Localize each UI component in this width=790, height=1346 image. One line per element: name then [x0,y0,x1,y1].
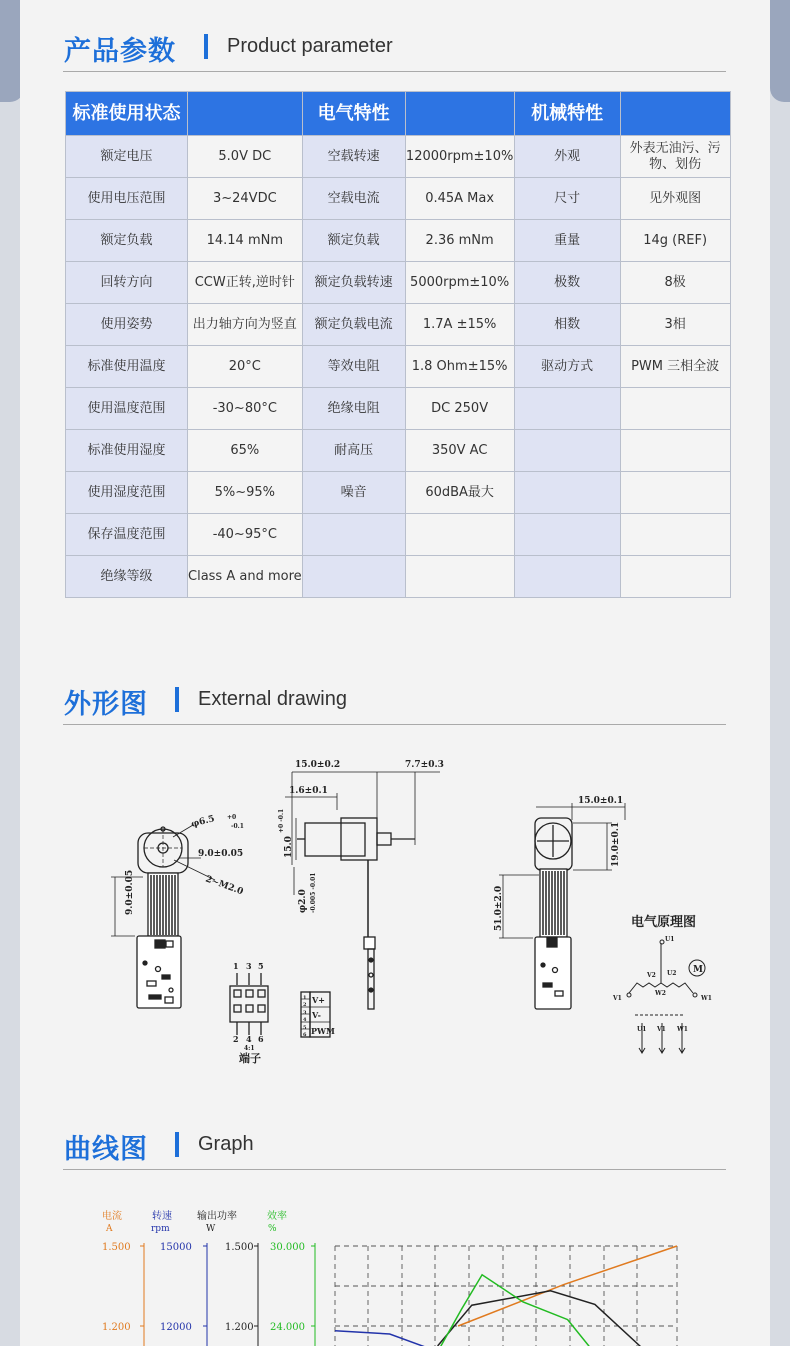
param-value [620,472,730,514]
dim-label: 15.0±0.2 [295,760,341,770]
table-row [66,514,731,556]
table-row [66,136,731,178]
pin-number: 5 [258,961,264,971]
param-label: 回转方向 [66,262,188,304]
param-value: 外表无油污、污物、划伤 [620,136,730,178]
param-label: 尺寸 [514,178,620,220]
table-row [66,556,731,598]
param-label: 额定负载电流 [302,304,405,346]
axis-unit-current: A [106,1224,113,1234]
param-value: DC 250V [405,388,514,430]
param-value: 14.14 mNm [188,220,303,262]
axis-label-speed: 转速 [152,1211,172,1222]
pin-number: 4 [303,1017,307,1023]
param-value: 1.8 Ohm±15% [405,346,514,388]
param-label: 重量 [514,220,620,262]
chart-grid [335,1246,677,1346]
terminal-label: V1 [613,995,622,1002]
param-label: 额定负载 [66,220,188,262]
section-header-params [63,25,726,72]
param-value: CCW正转,逆时针 [188,262,303,304]
tick-label: 24.000 [270,1322,305,1333]
param-label: 相数 [514,304,620,346]
terminal-label: V2 [647,972,656,979]
param-label: 空载转速 [302,136,405,178]
table-row [66,346,731,388]
param-label: 使用电压范围 [66,178,188,220]
table-row [66,178,731,220]
table-header-cell: 电气特性 [302,92,405,136]
terminal-label: U2 [667,970,677,977]
tick-label: 1.200 [102,1322,131,1333]
param-value: 0.45A Max [405,178,514,220]
series-line [434,1275,602,1346]
param-label: 额定电压 [66,136,188,178]
table-header-cell: 标准使用状态 [66,92,188,136]
pitch-note: 4:1 [244,1045,255,1052]
param-value: 2.36 mNm [405,220,514,262]
dim-tolerance: +0 -0.1 [278,808,285,833]
param-value: 65% [188,430,303,472]
param-value: 350V AC [405,430,514,472]
pin-number: 5 [303,1025,307,1031]
param-label: 外观 [514,136,620,178]
table-header-cell [405,92,514,136]
tick-label: 1.500 [225,1242,254,1253]
param-label [514,514,620,556]
table-header-cell [620,92,730,136]
tick-label: 1.500 [102,1242,131,1253]
title-divider [175,687,179,712]
table-row [66,472,731,514]
dim-tolerance: +0 [227,814,237,821]
param-value: 20°C [188,346,303,388]
param-value: 见外观图 [620,178,730,220]
external-drawing [65,745,725,1075]
param-value: 5.0V DC [188,136,303,178]
param-label: 标准使用温度 [66,346,188,388]
table-header-cell [188,92,303,136]
graph-title-en: Graph [198,1133,254,1155]
dim-tolerance: -0.005 -0.01 [310,872,317,913]
dim-label: 15.0±0.1 [578,796,624,806]
param-value: -40~95°C [188,514,303,556]
dim-label: 15.0 [284,836,294,858]
drawing-title-cn: 外形图 [64,689,148,720]
series-line [335,1331,444,1346]
pin-number: 4 [246,1034,252,1044]
table-row [66,220,731,262]
param-value [405,514,514,556]
param-value: 14g (REF) [620,220,730,262]
param-value: Class A and more [188,556,303,598]
param-label: 噪音 [302,472,405,514]
param-label: 标准使用湿度 [66,430,188,472]
pin-number: 6 [258,1034,264,1044]
terminal-label: W2 [655,990,666,997]
terminal-label: V1 [657,1026,666,1033]
dim-label: 1.6±0.1 [289,786,328,796]
parameter-table [65,91,731,598]
param-value: 8极 [620,262,730,304]
param-value: 60dBA最大 [405,472,514,514]
dim-label: 9.0±0.05 [198,849,244,859]
section-header-drawing [63,678,726,725]
electrical-schematic [627,940,705,1053]
schematic-title: 电气原理图 [631,915,697,930]
table-row [66,262,731,304]
param-value: 5%~95% [188,472,303,514]
dim-label: 51.0±2.0 [494,885,504,931]
tick-label: 12000 [160,1322,192,1333]
param-label: 额定负载 [302,220,405,262]
pin-number: 3 [303,1010,307,1016]
param-label: 驱动方式 [514,346,620,388]
axis-label-efficiency: 效率 [267,1211,287,1222]
terminal-label: U1 [665,936,675,943]
plot-area [335,1246,677,1346]
param-value [620,388,730,430]
dim-label: 19.0±0.1 [611,821,621,867]
axis-unit-efficiency: % [268,1224,277,1234]
right-corner-decoration [770,0,790,102]
dim-label: 2~M2.0 [203,874,245,898]
param-value: 3~24VDC [188,178,303,220]
param-value [405,556,514,598]
param-label [302,514,405,556]
tick-label: 1.200 [225,1322,254,1333]
pin-number: 1 [233,961,239,971]
dim-label: 9.0±0.05 [125,869,135,915]
param-value: 3相 [620,304,730,346]
param-value [620,556,730,598]
table-row [66,304,731,346]
param-label [514,430,620,472]
param-value: 出力轴方向为竖直 [188,304,303,346]
params-title-en: Product parameter [227,35,393,57]
table-header-cell: 机械特性 [514,92,620,136]
param-value: 12000rpm±10% [405,136,514,178]
dim-tolerance: -0.1 [231,823,244,830]
param-label: 耐高压 [302,430,405,472]
param-label: 使用姿势 [66,304,188,346]
title-divider [204,34,208,59]
table-row [66,430,731,472]
graph-title-cn: 曲线图 [64,1134,148,1165]
signal-label: V+ [312,995,325,1005]
param-label: 使用温度范围 [66,388,188,430]
param-value: 1.7A ±15% [405,304,514,346]
param-label: 使用湿度范围 [66,472,188,514]
param-label [514,556,620,598]
tick-label: 15000 [160,1242,192,1253]
param-value: PWM 三相全波 [620,346,730,388]
dim-label: 7.7±0.3 [405,760,444,770]
axis-unit-power: W [206,1224,216,1234]
tick-label: 30.000 [270,1242,305,1253]
connector-label: 端子 [239,1052,261,1065]
param-label: 绝缘电阻 [302,388,405,430]
right-view [499,803,625,1009]
series-line [438,1291,671,1346]
param-label [514,388,620,430]
motor-symbol: M [693,965,703,975]
pin-number: 1 [303,995,307,1001]
dim-label: φ2.0 [298,889,308,913]
terminal-label: U1 [637,1026,647,1033]
param-label: 空载电流 [302,178,405,220]
param-label: 额定负载转速 [302,262,405,304]
performance-graph [65,1185,685,1346]
drawing-title-en: External drawing [198,688,347,710]
side-view [285,772,440,1009]
signal-label: PWM [311,1026,335,1036]
param-value [620,514,730,556]
axis-label-power: 输出功率 [197,1211,237,1222]
pin-number: 6 [303,1032,307,1038]
table-row [66,388,731,430]
pin-number: 3 [246,961,252,971]
param-label: 极数 [514,262,620,304]
section-header-graph [63,1123,726,1170]
terminal-label: W1 [677,1026,688,1033]
axis-unit-speed: rpm [151,1224,170,1234]
title-divider [175,1132,179,1157]
param-value: -30~80°C [188,388,303,430]
pin-number: 2 [303,1002,307,1008]
terminal-label: W1 [701,995,712,1002]
pin-number: 2 [233,1034,239,1044]
params-title-cn: 产品参数 [64,36,176,67]
param-label: 等效电阻 [302,346,405,388]
product-page [20,0,770,1346]
axis-label-current: 电流 [102,1211,122,1222]
param-label: 绝缘等级 [66,556,188,598]
param-label: 保存温度范围 [66,514,188,556]
dim-label: φ6.5 [190,814,216,830]
param-value: 5000rpm±10% [405,262,514,304]
signal-label: V- [312,1010,321,1020]
param-label [514,472,620,514]
param-value [620,430,730,472]
param-label [302,556,405,598]
